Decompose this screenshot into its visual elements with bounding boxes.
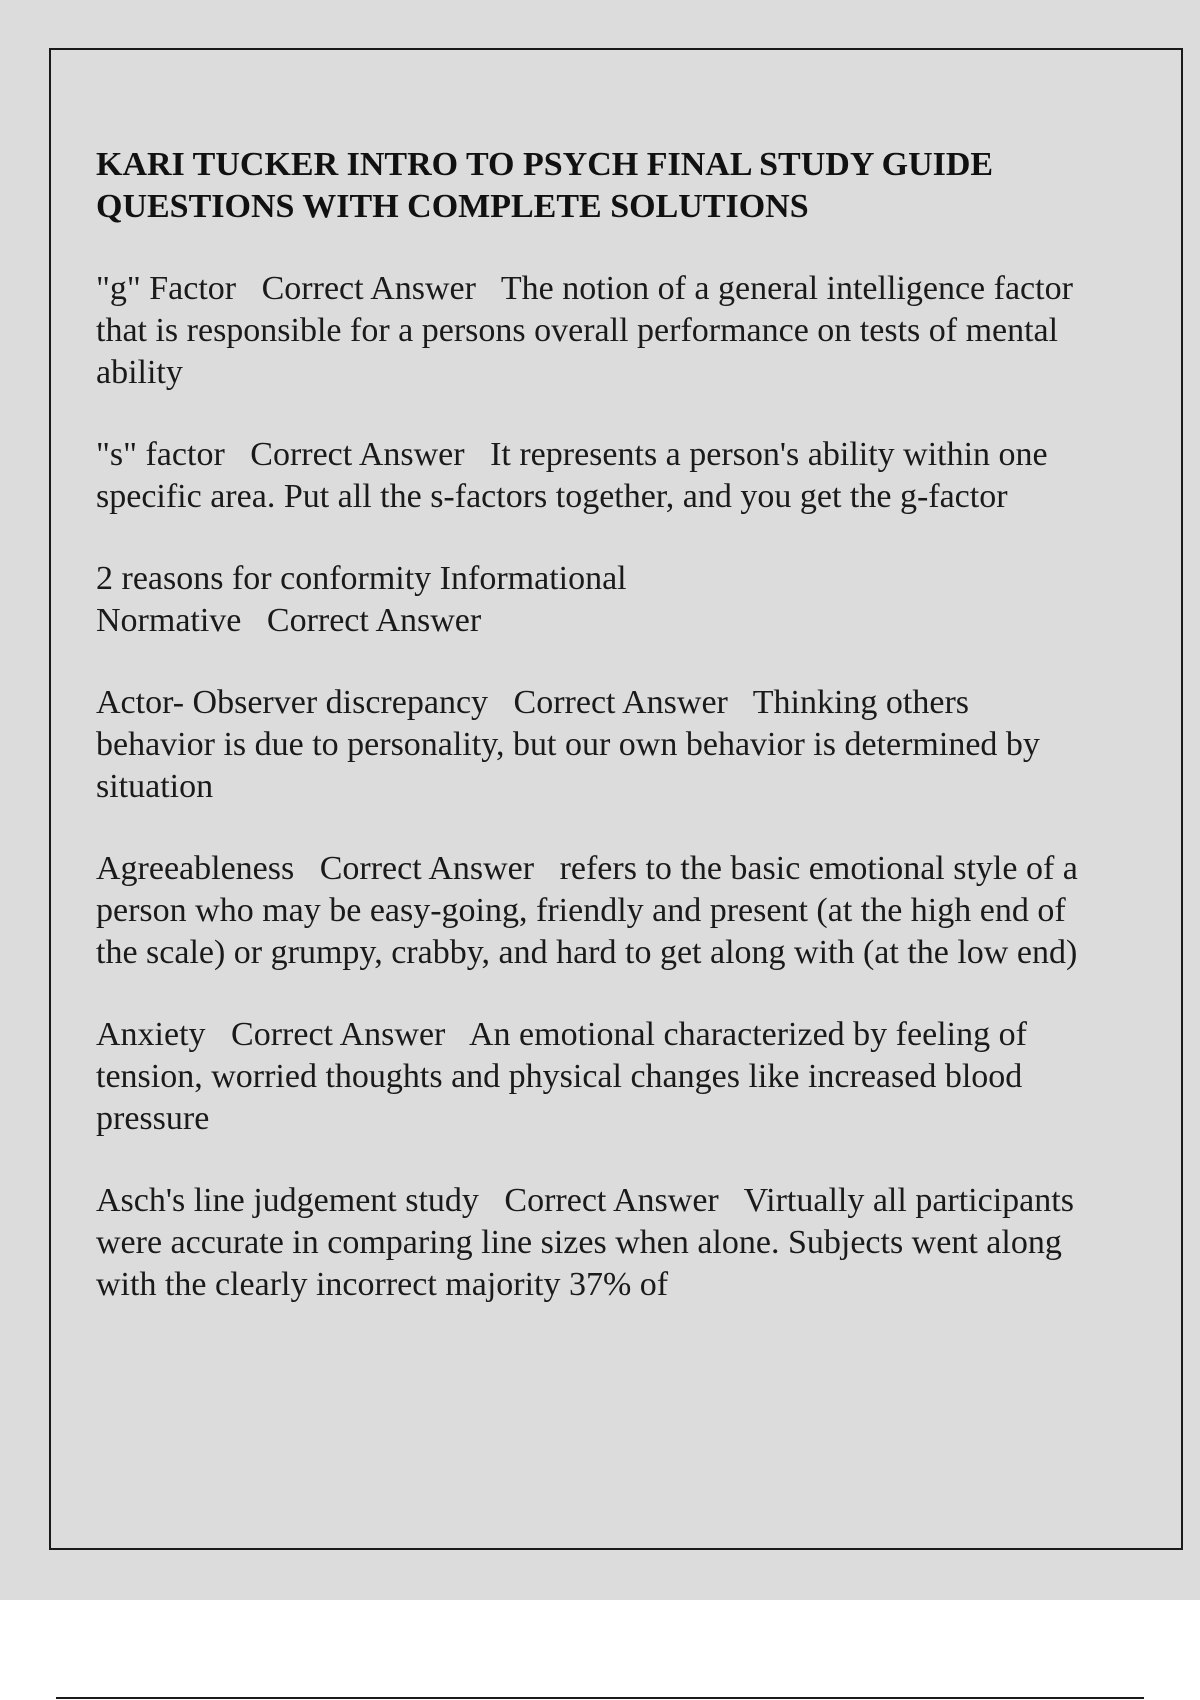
- page-divider-line: [56, 1697, 1144, 1699]
- study-entry-anxiety: Anxiety Correct Answer An emotional characterized by feeling of tension, worried thoughts and physical changes like increased blood pressure: [96, 1016, 1036, 1137]
- study-entry-actor-observer: Actor- Observer discrepancy Correct Answer Thinking others behavior is due to personality, but our own behavior is determined by situation: [96, 684, 1049, 805]
- study-entry-g-factor: "g" Factor Correct Answer The notion of a general intelligence factor that is responsible for a persons overall performance on tests of mental ability: [96, 270, 1082, 391]
- study-entry-asch: Asch's line judgement study Correct Answer Virtually all participants were accurate in comparing line sizes when alone. Subjects went along with the clearly incorrect majority 37% of: [96, 1182, 1083, 1303]
- study-entry-s-factor: "s" factor Correct Answer It represents a person's ability within one specific area. Put all the s-factors together, and you get the g-factor: [96, 436, 1057, 515]
- document-content: [96, 96, 1096, 1346]
- document-title: KARI TUCKER INTRO TO PSYCH FINAL STUDY GUIDE QUESTIONS WITH COMPLETE SOLUTIONS: [96, 146, 994, 225]
- study-entry-conformity: 2 reasons for conformity Informational Normative Correct Answer: [96, 560, 627, 639]
- study-entry-agreeableness: Agreeableness Correct Answer refers to the basic emotional style of a person who may be easy-going, friendly and present (at the high end of the scale) or grumpy, crabby, and hard to get along with (at the low end): [96, 850, 1087, 971]
